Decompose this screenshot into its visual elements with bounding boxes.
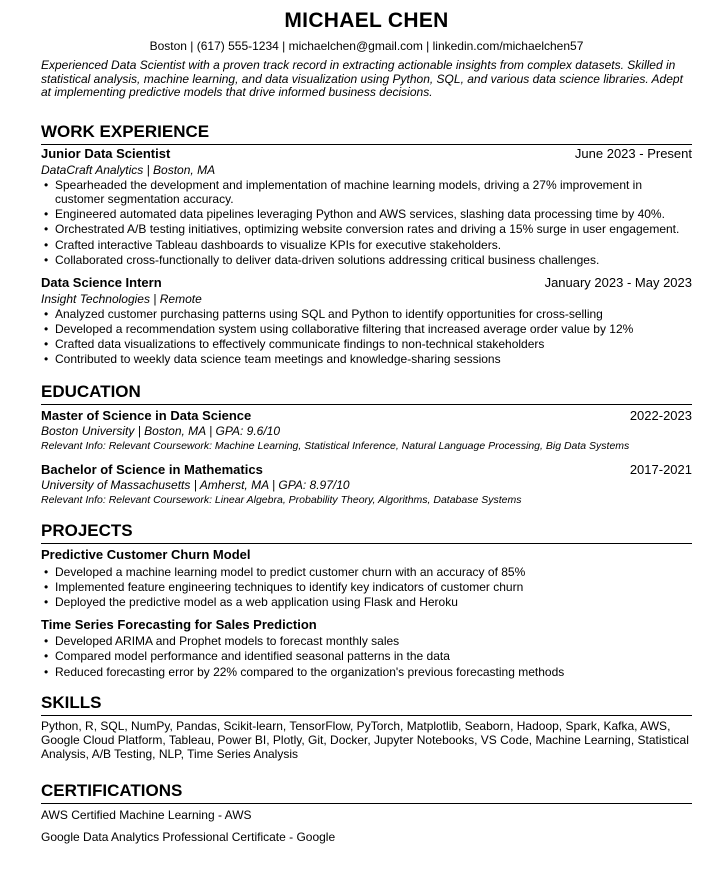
job-date: January 2023 - May 2023 xyxy=(544,274,692,290)
bullet: • Analyzed customer purchasing patterns using SQL and Python to identify opportunities for cross-selling xyxy=(41,307,692,321)
bullet: • Spearheaded the development and implementation of machine learning models, driving a 27% improvement in customer segmentation accuracy. xyxy=(41,178,692,206)
education-date: 2022-2023 xyxy=(629,408,692,424)
job-title: Data Science Intern xyxy=(41,274,162,290)
summary: Experienced Data Scientist with a proven track record in extracting actionable insights from complex datasets. Skilled in statistical analysis, machine learning, and data visualization using Python, SQL, and various data science libraries. Adept at implementing predictive models that drive informed business decisions. xyxy=(41,58,683,100)
certification-item: AWS Certified Machine Learning - AWS xyxy=(41,807,252,822)
job-bullets xyxy=(41,178,692,267)
job-bullets xyxy=(41,307,692,367)
bullet: • Developed ARIMA and Prophet models to forecast monthly sales xyxy=(41,634,692,648)
bullet: • Implemented feature engineering techniques to identify key indicators of customer churn xyxy=(41,580,692,594)
skills-list: Python, R, SQL, NumPy, Pandas, Scikit-learn, TensorFlow, PyTorch, Matplotlib, Seaborn, Hadoop, Spark, Kafka, AWS, Google Cloud Platform, Tableau, Power BI, Plotly, Git, Docker, Jupyter Notebooks, VS Code, Machine Learning, Statistical Analysis, A/B Testing, NLP, Time Series Analysis xyxy=(41,718,689,761)
bullet: • Engineered automated data pipelines leveraging Python and AWS services, slashing data processing time by 40%. xyxy=(41,207,692,221)
job-entry xyxy=(41,275,692,367)
bullet: • Crafted data visualizations to effectively communicate findings to non-technical stakeholders xyxy=(41,337,692,351)
relevant-info: Relevant Info: Relevant Coursework: Machine Learning, Statistical Inference, Natural Language Processing, Big Data Systems xyxy=(41,440,630,453)
project-entry xyxy=(41,547,692,609)
relevant-info: Relevant Info: Relevant Coursework: Linear Algebra, Probability Theory, Algorithms, Database Systems xyxy=(41,494,522,507)
bullet: • Developed a recommendation system using collaborative filtering that increased average order value by 12% xyxy=(41,322,692,336)
contact-line: Boston | (617) 555-1234 | michaelchen@gmail.com | linkedin.com/michaelchen57 xyxy=(149,39,584,53)
bullet: • Crafted interactive Tableau dashboards to visualize KPIs for executive stakeholders. xyxy=(41,238,692,252)
project-title: Predictive Customer Churn Model xyxy=(41,547,251,563)
project-bullets xyxy=(41,565,692,609)
bullet: • Collaborated cross-functionally to deliver data-driven solutions addressing critical business challenges. xyxy=(41,253,692,267)
section-title-projects: PROJECTS xyxy=(41,521,692,544)
bullet: • Contributed to weekly data science team meetings and knowledge-sharing sessions xyxy=(41,352,692,366)
section-title-certifications: CERTIFICATIONS xyxy=(41,781,692,804)
school: University of Massachusetts | Amherst, MA | GPA: 8.97/10 xyxy=(41,478,350,493)
bullet: • Deployed the predictive model as a web application using Flask and Heroku xyxy=(41,595,692,609)
job-title: Junior Data Scientist xyxy=(41,145,171,161)
job-company: DataCraft Analytics | Boston, MA xyxy=(41,162,216,177)
education-entry xyxy=(41,408,692,453)
section-title-work: WORK EXPERIENCE xyxy=(41,122,692,145)
job-entry xyxy=(41,146,692,267)
bullet: • Orchestrated A/B testing initiatives, optimizing website conversion rates and driving a 15% surge in user engagement. xyxy=(41,222,692,236)
candidate-name: MICHAEL CHEN xyxy=(284,9,449,32)
project-bullets xyxy=(41,634,692,678)
section-title-education: EDUCATION xyxy=(41,382,692,405)
bullet: • Developed a machine learning model to predict customer churn with an accuracy of 85% xyxy=(41,565,692,579)
certification-item: Google Data Analytics Professional Certificate - Google xyxy=(41,829,336,844)
school: Boston University | Boston, MA | GPA: 9.6/10 xyxy=(41,424,281,439)
bullet: • Reduced forecasting error by 22% compared to the organization's previous forecasting methods xyxy=(41,665,692,679)
project-title: Time Series Forecasting for Sales Prediction xyxy=(41,617,317,633)
project-entry xyxy=(41,617,692,679)
section-title-skills: SKILLS xyxy=(41,693,692,716)
degree: Bachelor of Science in Mathematics xyxy=(41,462,263,478)
degree: Master of Science in Data Science xyxy=(41,408,252,424)
job-company: Insight Technologies | Remote xyxy=(41,291,202,306)
bullet: • Compared model performance and identified seasonal patterns in the data xyxy=(41,649,692,663)
job-date: June 2023 - Present xyxy=(574,145,692,161)
education-entry xyxy=(41,462,692,507)
education-date: 2017-2021 xyxy=(629,462,692,478)
